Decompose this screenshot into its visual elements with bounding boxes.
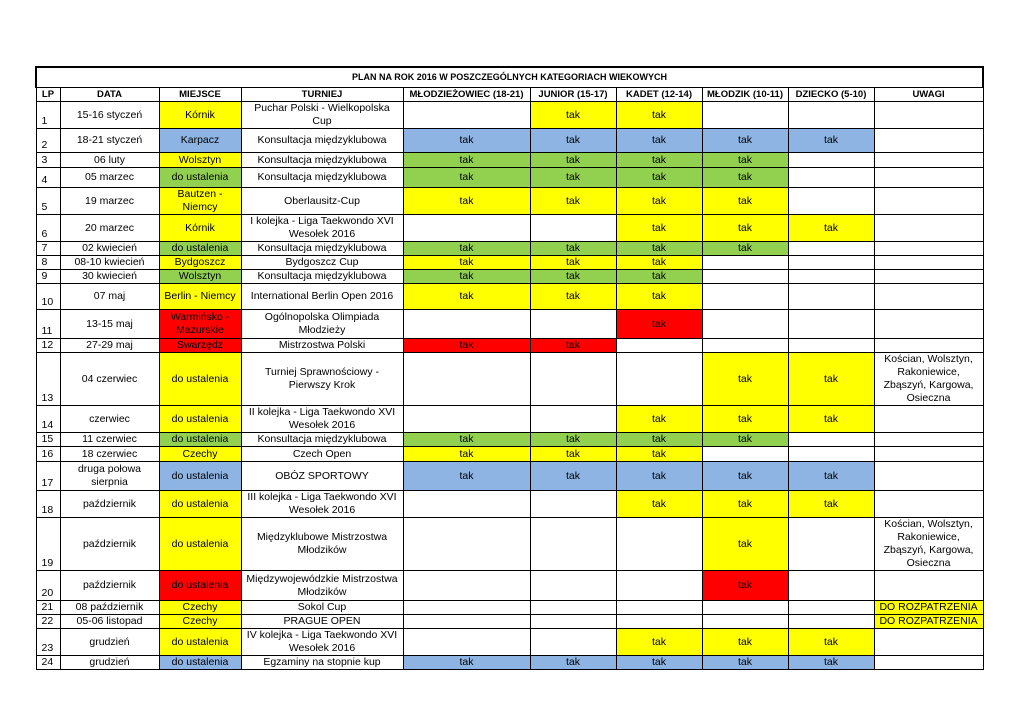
cell-mlodzik: tak	[702, 656, 788, 670]
header-turniej: TURNIEJ	[241, 88, 403, 102]
cell-lp: 12	[36, 339, 60, 353]
cell-mlodziezowiec	[403, 518, 530, 571]
cell-dziecko	[788, 518, 874, 571]
cell-lp: 5	[36, 188, 60, 215]
header-uwagi: UWAGI	[874, 88, 983, 102]
cell-junior	[530, 629, 616, 656]
cell-lp: 17	[36, 462, 60, 491]
header-kadet: KADET (12-14)	[616, 88, 702, 102]
cell-miejsce: Kórnik	[159, 102, 241, 129]
sheet-title: PLAN NA ROK 2016 W POSZCZEGÓLNYCH KATEGORIACH WIEKOWYCH	[36, 67, 983, 88]
cell-turniej: Mistrzostwa Polski	[241, 339, 403, 353]
cell-lp: 3	[36, 153, 60, 168]
cell-junior: tak	[530, 447, 616, 462]
table-row	[36, 601, 983, 615]
cell-mlodzik	[702, 615, 788, 629]
cell-kadet: tak	[616, 656, 702, 670]
cell-kadet	[616, 571, 702, 601]
cell-turniej: International Berlin Open 2016	[241, 284, 403, 310]
table-row	[36, 153, 983, 168]
cell-mlodziezowiec	[403, 601, 530, 615]
table-row	[36, 615, 983, 629]
cell-mlodzik: tak	[702, 129, 788, 153]
cell-junior	[530, 518, 616, 571]
cell-data: październik	[60, 571, 159, 601]
cell-lp: 10	[36, 284, 60, 310]
cell-mlodziezowiec	[403, 406, 530, 433]
cell-data: 05 marzec	[60, 168, 159, 188]
cell-turniej: Konsultacja międzyklubowa	[241, 168, 403, 188]
cell-dziecko: tak	[788, 491, 874, 518]
cell-junior: tak	[530, 129, 616, 153]
cell-dziecko: tak	[788, 656, 874, 670]
cell-mlodziezowiec: tak	[403, 153, 530, 168]
cell-junior	[530, 491, 616, 518]
cell-data: październik	[60, 518, 159, 571]
cell-data: 11 czerwiec	[60, 433, 159, 447]
cell-dziecko	[788, 168, 874, 188]
cell-miejsce: do ustalenia	[159, 168, 241, 188]
cell-kadet: tak	[616, 215, 702, 242]
table-row	[36, 242, 983, 256]
header-row	[36, 88, 983, 102]
cell-junior	[530, 571, 616, 601]
cell-dziecko	[788, 615, 874, 629]
cell-miejsce: Karpacz	[159, 129, 241, 153]
cell-junior: tak	[530, 168, 616, 188]
cell-miejsce: do ustalenia	[159, 242, 241, 256]
cell-uwagi	[874, 491, 983, 518]
cell-kadet	[616, 339, 702, 353]
cell-uwagi: Kościan, Wolsztyn, Rakoniewice, Zbąszyń, Kargowa, Osieczna	[874, 518, 983, 571]
cell-mlodziezowiec	[403, 215, 530, 242]
cell-miejsce: Swarzędz	[159, 339, 241, 353]
cell-kadet: tak	[616, 256, 702, 270]
cell-uwagi	[874, 188, 983, 215]
title-row	[36, 67, 983, 88]
cell-junior: tak	[530, 656, 616, 670]
cell-uwagi	[874, 462, 983, 491]
cell-uwagi	[874, 242, 983, 256]
cell-miejsce: Czechy	[159, 601, 241, 615]
cell-miejsce: do ustalenia	[159, 353, 241, 406]
cell-data: czerwiec	[60, 406, 159, 433]
cell-uwagi	[874, 406, 983, 433]
cell-mlodziezowiec	[403, 615, 530, 629]
cell-junior: tak	[530, 270, 616, 284]
cell-mlodziezowiec: tak	[403, 256, 530, 270]
cell-uwagi	[874, 310, 983, 339]
cell-dziecko: tak	[788, 353, 874, 406]
cell-turniej: Międzyklubowe Mistrzostwa Młodzików	[241, 518, 403, 571]
cell-lp: 20	[36, 571, 60, 601]
cell-mlodzik: tak	[702, 215, 788, 242]
cell-uwagi: Kościan, Wolsztyn, Rakoniewice, Zbąszyń, Kargowa, Osieczna	[874, 353, 983, 406]
table-row	[36, 491, 983, 518]
cell-lp: 14	[36, 406, 60, 433]
cell-uwagi	[874, 153, 983, 168]
cell-miejsce: Czechy	[159, 615, 241, 629]
cell-mlodziezowiec: tak	[403, 462, 530, 491]
cell-data: 05-06 listopad	[60, 615, 159, 629]
cell-data: 07 maj	[60, 284, 159, 310]
cell-miejsce: Berlin - Niemcy	[159, 284, 241, 310]
cell-turniej: Egzaminy na stopnie kup	[241, 656, 403, 670]
cell-uwagi	[874, 447, 983, 462]
header-mlodziezowiec: MŁODZIEŻOWIEC (18-21)	[403, 88, 530, 102]
cell-lp: 8	[36, 256, 60, 270]
cell-uwagi	[874, 256, 983, 270]
cell-dziecko	[788, 188, 874, 215]
cell-mlodziezowiec	[403, 102, 530, 129]
cell-turniej: Bydgoszcz Cup	[241, 256, 403, 270]
cell-data: 13-15 maj	[60, 310, 159, 339]
table-row	[36, 168, 983, 188]
cell-kadet: tak	[616, 129, 702, 153]
cell-dziecko	[788, 571, 874, 601]
cell-data: 08 październik	[60, 601, 159, 615]
cell-miejsce: Wolsztyn	[159, 153, 241, 168]
cell-kadet: tak	[616, 462, 702, 491]
cell-kadet: tak	[616, 188, 702, 215]
cell-mlodzik: tak	[702, 462, 788, 491]
cell-miejsce: do ustalenia	[159, 629, 241, 656]
table-row	[36, 433, 983, 447]
header-data: DATA	[60, 88, 159, 102]
cell-junior	[530, 310, 616, 339]
cell-uwagi	[874, 270, 983, 284]
cell-mlodziezowiec	[403, 310, 530, 339]
cell-turniej: Konsultacja międzyklubowa	[241, 129, 403, 153]
cell-kadet	[616, 353, 702, 406]
cell-data: 18-21 styczeń	[60, 129, 159, 153]
table-row	[36, 102, 983, 129]
cell-lp: 4	[36, 168, 60, 188]
cell-miejsce: do ustalenia	[159, 571, 241, 601]
cell-turniej: II kolejka - Liga Taekwondo XVI Wesołek 2016	[241, 406, 403, 433]
cell-turniej: Sokol Cup	[241, 601, 403, 615]
cell-dziecko	[788, 102, 874, 129]
cell-miejsce: Bautzen - Niemcy	[159, 188, 241, 215]
cell-turniej: III kolejka - Liga Taekwondo XVI Wesołek 2016	[241, 491, 403, 518]
cell-data: październik	[60, 491, 159, 518]
cell-mlodziezowiec: tak	[403, 242, 530, 256]
cell-mlodzik: tak	[702, 433, 788, 447]
cell-uwagi	[874, 168, 983, 188]
cell-turniej: IV kolejka - Liga Taekwondo XVI Wesołek 2016	[241, 629, 403, 656]
cell-lp: 2	[36, 129, 60, 153]
cell-uwagi	[874, 571, 983, 601]
cell-kadet: tak	[616, 153, 702, 168]
cell-miejsce: Bydgoszcz	[159, 256, 241, 270]
table-row	[36, 339, 983, 353]
cell-lp: 13	[36, 353, 60, 406]
cell-mlodziezowiec: tak	[403, 129, 530, 153]
cell-dziecko	[788, 153, 874, 168]
cell-dziecko: tak	[788, 462, 874, 491]
cell-mlodzik	[702, 102, 788, 129]
cell-turniej: PRAGUE OPEN	[241, 615, 403, 629]
cell-turniej: I kolejka - Liga Taekwondo XVI Wesołek 2016	[241, 215, 403, 242]
header-miejsce: MIEJSCE	[159, 88, 241, 102]
table-row	[36, 129, 983, 153]
cell-mlodzik: tak	[702, 629, 788, 656]
cell-kadet: tak	[616, 491, 702, 518]
cell-turniej: Oberlausitz-Cup	[241, 188, 403, 215]
cell-junior: tak	[530, 433, 616, 447]
cell-junior	[530, 215, 616, 242]
table-row	[36, 188, 983, 215]
table-row	[36, 629, 983, 656]
cell-dziecko	[788, 256, 874, 270]
cell-dziecko	[788, 310, 874, 339]
cell-uwagi	[874, 215, 983, 242]
table-row	[36, 256, 983, 270]
cell-data: 02 kwiecień	[60, 242, 159, 256]
cell-miejsce: do ustalenia	[159, 656, 241, 670]
cell-miejsce: do ustalenia	[159, 518, 241, 571]
cell-dziecko: tak	[788, 129, 874, 153]
cell-mlodziezowiec: tak	[403, 447, 530, 462]
cell-junior: tak	[530, 242, 616, 256]
cell-mlodziezowiec: tak	[403, 168, 530, 188]
cell-dziecko	[788, 270, 874, 284]
cell-dziecko	[788, 284, 874, 310]
cell-uwagi	[874, 129, 983, 153]
cell-data: 27-29 maj	[60, 339, 159, 353]
cell-kadet: tak	[616, 270, 702, 284]
cell-uwagi	[874, 339, 983, 353]
cell-mlodziezowiec: tak	[403, 270, 530, 284]
cell-junior	[530, 615, 616, 629]
cell-kadet	[616, 518, 702, 571]
header-junior: JUNIOR (15-17)	[530, 88, 616, 102]
header-lp: LP	[36, 88, 60, 102]
cell-mlodzik	[702, 339, 788, 353]
cell-lp: 6	[36, 215, 60, 242]
cell-mlodzik: tak	[702, 188, 788, 215]
cell-data: druga połowa sierpnia	[60, 462, 159, 491]
cell-lp: 18	[36, 491, 60, 518]
cell-kadet: tak	[616, 242, 702, 256]
cell-data: 18 czerwiec	[60, 447, 159, 462]
table-row	[36, 353, 983, 406]
cell-uwagi	[874, 433, 983, 447]
cell-turniej: Ogólnopolska Olimpiada Młodzieży	[241, 310, 403, 339]
cell-kadet: tak	[616, 168, 702, 188]
cell-mlodziezowiec	[403, 491, 530, 518]
table-row	[36, 656, 983, 670]
cell-kadet	[616, 601, 702, 615]
cell-kadet: tak	[616, 406, 702, 433]
cell-data: grudzień	[60, 656, 159, 670]
cell-mlodzik	[702, 601, 788, 615]
cell-mlodzik: tak	[702, 518, 788, 571]
cell-uwagi: DO ROZPATRZENIA	[874, 615, 983, 629]
cell-lp: 23	[36, 629, 60, 656]
cell-mlodziezowiec	[403, 571, 530, 601]
cell-uwagi	[874, 102, 983, 129]
cell-turniej: Czech Open	[241, 447, 403, 462]
cell-junior: tak	[530, 153, 616, 168]
cell-lp: 11	[36, 310, 60, 339]
cell-lp: 7	[36, 242, 60, 256]
cell-junior: tak	[530, 339, 616, 353]
cell-dziecko	[788, 339, 874, 353]
cell-turniej: Konsultacja międzyklubowa	[241, 433, 403, 447]
cell-kadet: tak	[616, 629, 702, 656]
cell-mlodziezowiec: tak	[403, 656, 530, 670]
cell-kadet: tak	[616, 310, 702, 339]
table-row	[36, 518, 983, 571]
cell-mlodzik	[702, 284, 788, 310]
cell-dziecko: tak	[788, 629, 874, 656]
cell-mlodziezowiec: tak	[403, 433, 530, 447]
table-row	[36, 270, 983, 284]
header-mlodzik: MŁODZIK (10-11)	[702, 88, 788, 102]
cell-junior	[530, 601, 616, 615]
plan-table	[35, 66, 984, 670]
cell-mlodzik: tak	[702, 491, 788, 518]
cell-mlodzik	[702, 447, 788, 462]
cell-lp: 22	[36, 615, 60, 629]
table-row	[36, 310, 983, 339]
cell-miejsce: Warmińsko - Mazurskie	[159, 310, 241, 339]
cell-kadet: tak	[616, 433, 702, 447]
table-row	[36, 406, 983, 433]
cell-turniej: Puchar Polski - Wielkopolska Cup	[241, 102, 403, 129]
cell-kadet: tak	[616, 284, 702, 310]
cell-mlodzik: tak	[702, 153, 788, 168]
cell-data: grudzień	[60, 629, 159, 656]
cell-lp: 19	[36, 518, 60, 571]
cell-miejsce: Kórnik	[159, 215, 241, 242]
cell-mlodziezowiec	[403, 353, 530, 406]
cell-miejsce: Wolsztyn	[159, 270, 241, 284]
cell-junior: tak	[530, 102, 616, 129]
cell-uwagi	[874, 656, 983, 670]
cell-lp: 21	[36, 601, 60, 615]
cell-mlodzik: tak	[702, 242, 788, 256]
cell-mlodzik: tak	[702, 571, 788, 601]
cell-lp: 24	[36, 656, 60, 670]
cell-turniej: Międzywojewódzkie Mistrzostwa Młodzików	[241, 571, 403, 601]
cell-mlodzik	[702, 256, 788, 270]
cell-mlodzik	[702, 310, 788, 339]
cell-miejsce: do ustalenia	[159, 406, 241, 433]
cell-miejsce: Czechy	[159, 447, 241, 462]
cell-turniej: Konsultacja międzyklubowa	[241, 270, 403, 284]
header-dziecko: DZIECKO (5-10)	[788, 88, 874, 102]
cell-dziecko	[788, 242, 874, 256]
cell-mlodzik: tak	[702, 353, 788, 406]
cell-junior: tak	[530, 462, 616, 491]
cell-dziecko	[788, 433, 874, 447]
table-row	[36, 284, 983, 310]
cell-miejsce: do ustalenia	[159, 462, 241, 491]
cell-mlodzik: tak	[702, 406, 788, 433]
cell-junior: tak	[530, 188, 616, 215]
cell-junior	[530, 406, 616, 433]
cell-mlodzik	[702, 270, 788, 284]
cell-kadet: tak	[616, 447, 702, 462]
table-row	[36, 447, 983, 462]
cell-miejsce: do ustalenia	[159, 491, 241, 518]
cell-lp: 9	[36, 270, 60, 284]
cell-data: 20 marzec	[60, 215, 159, 242]
cell-uwagi	[874, 629, 983, 656]
cell-miejsce: do ustalenia	[159, 433, 241, 447]
cell-mlodziezowiec: tak	[403, 284, 530, 310]
cell-data: 06 luty	[60, 153, 159, 168]
cell-turniej: Konsultacja międzyklubowa	[241, 242, 403, 256]
cell-kadet: tak	[616, 102, 702, 129]
cell-dziecko: tak	[788, 215, 874, 242]
cell-data: 15-16 styczeń	[60, 102, 159, 129]
cell-mlodzik: tak	[702, 168, 788, 188]
table-row	[36, 571, 983, 601]
cell-turniej: Konsultacja międzyklubowa	[241, 153, 403, 168]
cell-kadet	[616, 615, 702, 629]
cell-data: 08-10 kwiecień	[60, 256, 159, 270]
cell-lp: 15	[36, 433, 60, 447]
cell-junior	[530, 353, 616, 406]
cell-dziecko: tak	[788, 406, 874, 433]
cell-mlodziezowiec	[403, 629, 530, 656]
cell-dziecko	[788, 601, 874, 615]
cell-mlodziezowiec: tak	[403, 188, 530, 215]
cell-junior: tak	[530, 256, 616, 270]
cell-turniej: Turniej Sprawnościowy - Pierwszy Krok	[241, 353, 403, 406]
cell-junior: tak	[530, 284, 616, 310]
cell-lp: 16	[36, 447, 60, 462]
cell-lp: 1	[36, 102, 60, 129]
table-row	[36, 215, 983, 242]
cell-data: 30 kwiecień	[60, 270, 159, 284]
table-row	[36, 462, 983, 491]
cell-turniej: OBÓZ SPORTOWY	[241, 462, 403, 491]
cell-uwagi	[874, 284, 983, 310]
cell-mlodziezowiec: tak	[403, 339, 530, 353]
cell-dziecko	[788, 447, 874, 462]
cell-data: 04 czerwiec	[60, 353, 159, 406]
cell-uwagi: DO ROZPATRZENIA	[874, 601, 983, 615]
cell-data: 19 marzec	[60, 188, 159, 215]
